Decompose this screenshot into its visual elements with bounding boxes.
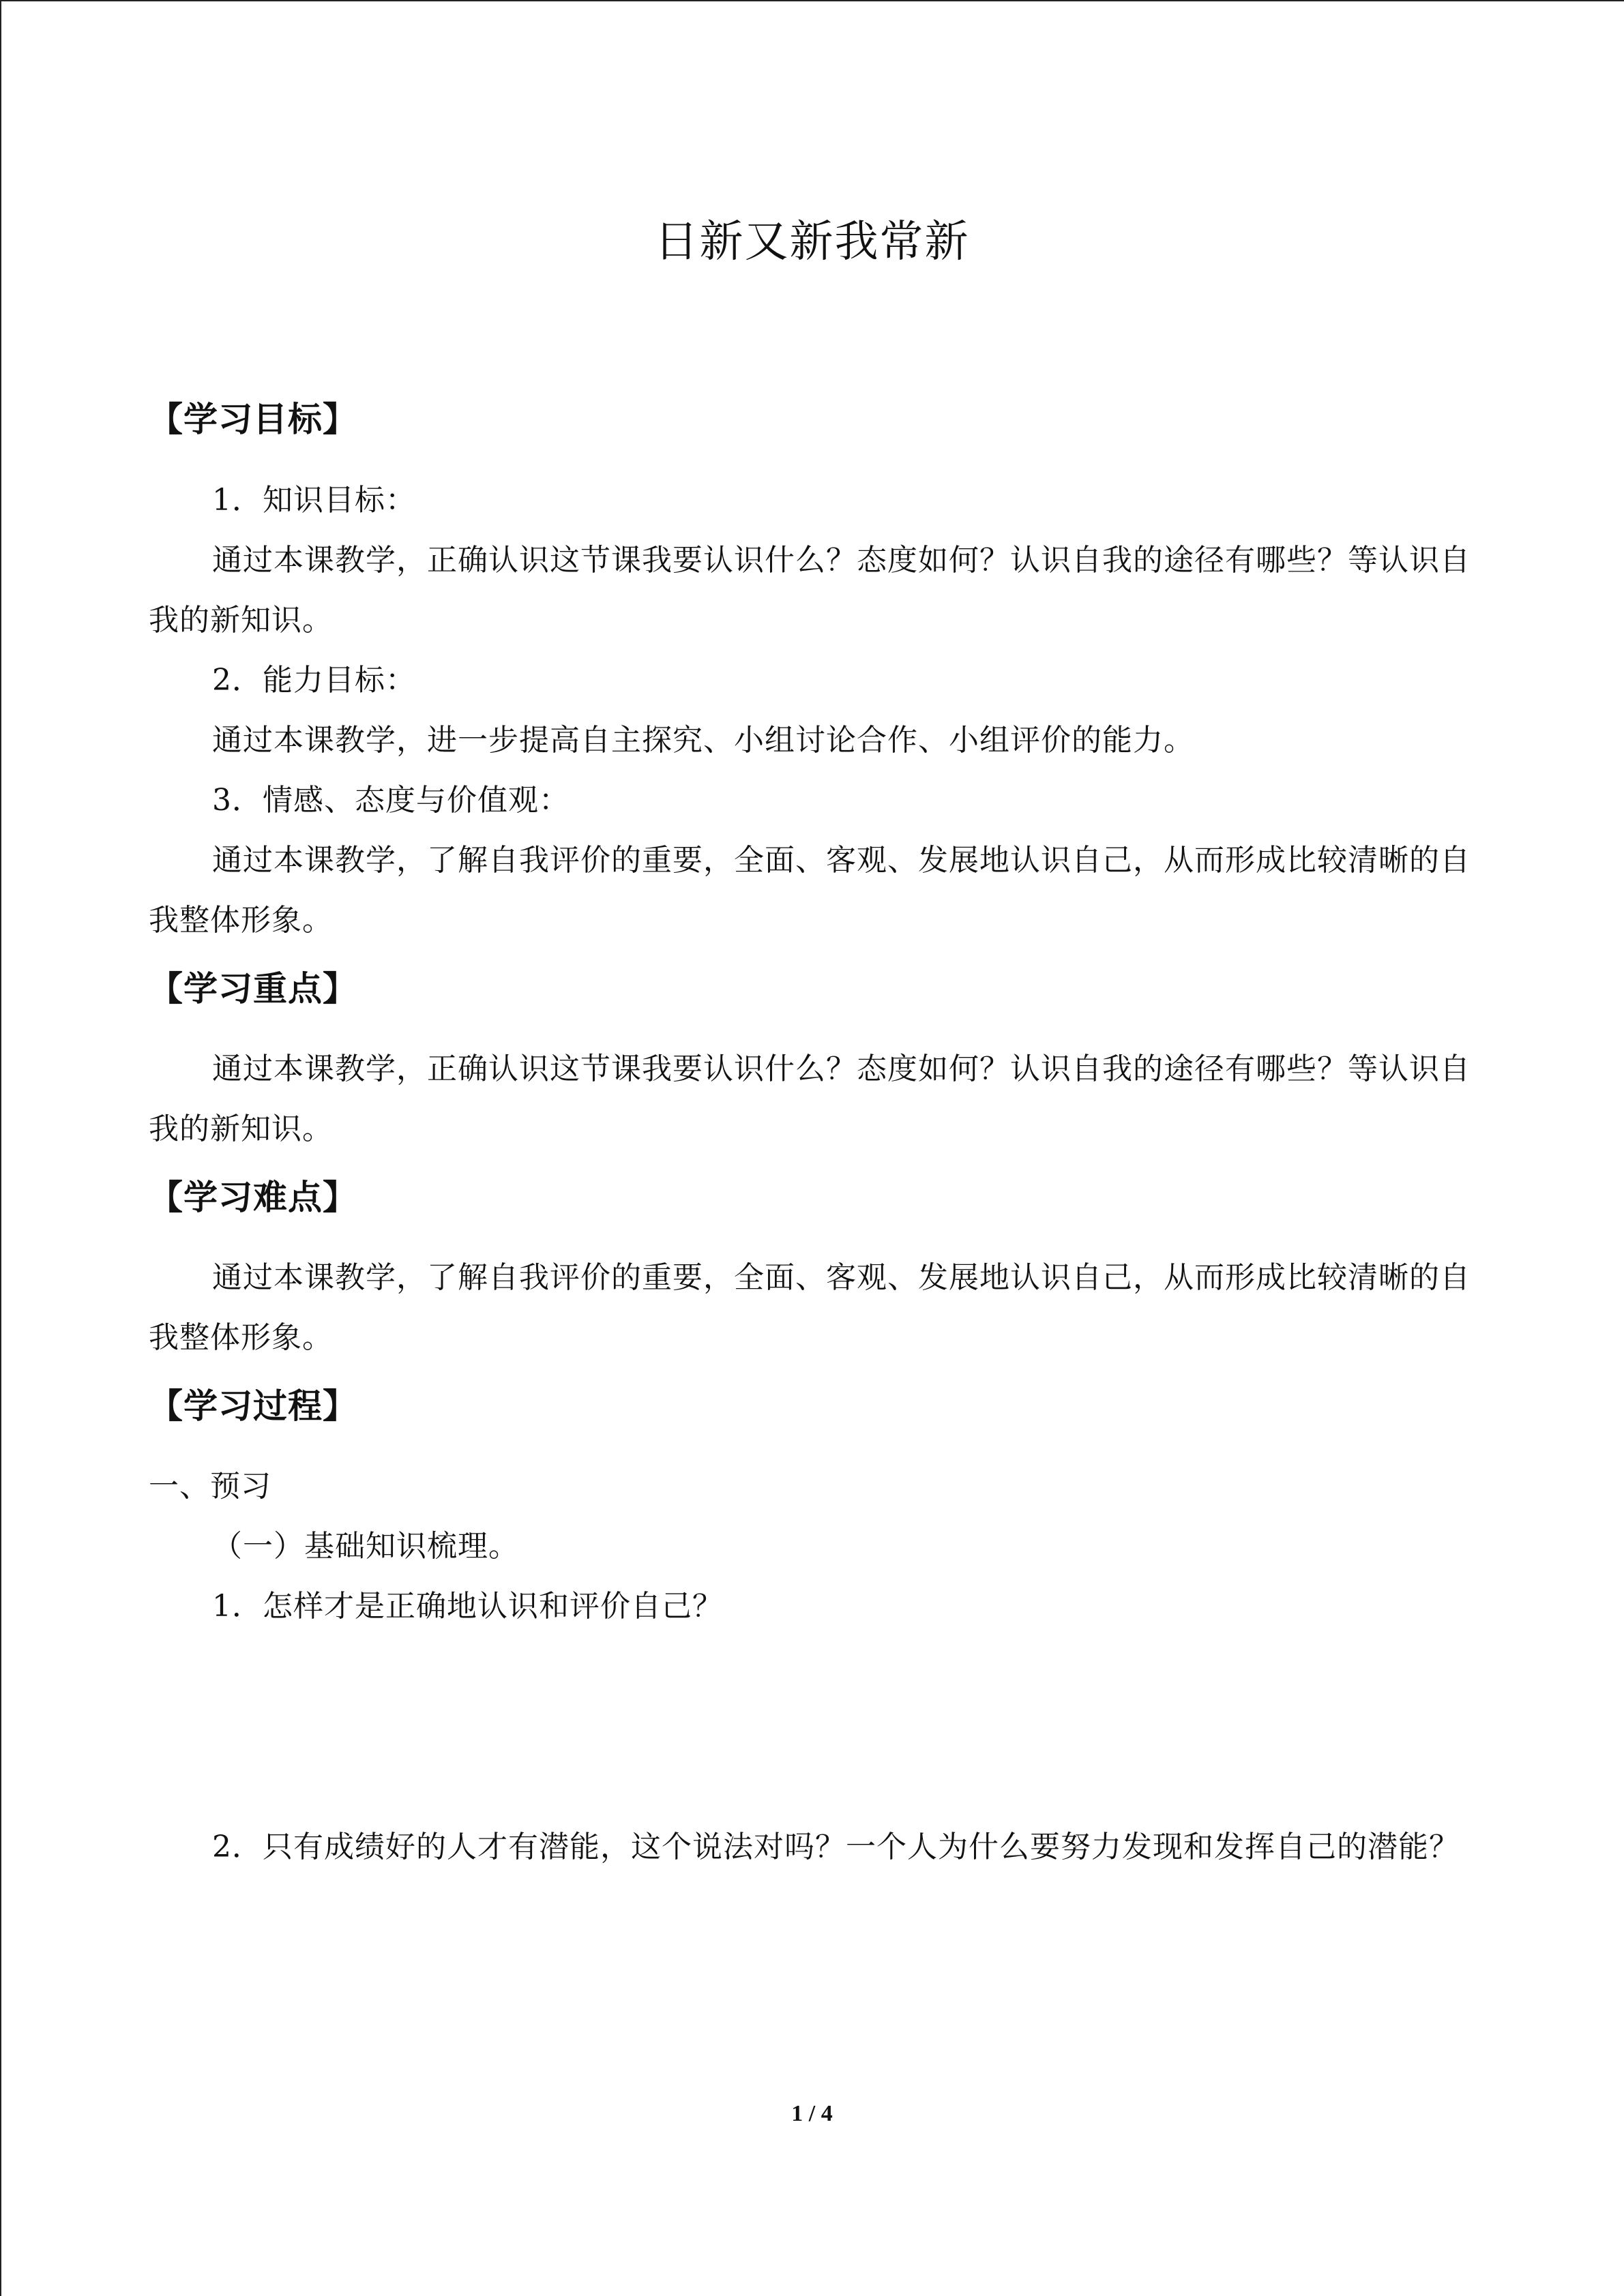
goal-knowledge-text: 通过本课教学，正确认识这节课我要认识什么？态度如何？认识自我的途径有哪些？等认识自我的新知识。: [149, 543, 1471, 638]
process-part-preview: 一、预习: [149, 1469, 271, 1504]
goal-ability-label: 2．能力目标：: [212, 663, 416, 698]
goal-values-label: 3．情感、态度与价值观：: [212, 783, 570, 818]
question-2: 2．只有成绩好的人才有潜能，这个说法对吗？一个人为什么要努力发现和发挥自己的潜能？: [212, 1830, 1460, 1864]
section-heading-keypoints: 【学习重点】: [149, 969, 357, 1009]
question-1: 1．怎样才是正确地认识和评价自己？: [212, 1589, 723, 1624]
page-number: 1 / 4: [791, 2101, 833, 2126]
section-heading-process: 【学习过程】: [149, 1386, 357, 1426]
process-sub-basics: （一）基础知识梳理。: [212, 1529, 519, 1564]
section-heading-goals: 【学习目标】: [149, 400, 357, 439]
document-title: 日新又新我常新: [654, 217, 970, 267]
goal-knowledge-label: 1．知识目标：: [212, 483, 416, 518]
goal-values-text: 通过本课教学，了解自我评价的重要，全面、客观、发展地认识自己，从而形成比较清晰的自我整体形象。: [149, 843, 1471, 938]
section-heading-difficulties: 【学习难点】: [149, 1178, 357, 1217]
keypoints-text: 通过本课教学，正确认识这节课我要认识什么？态度如何？认识自我的途径有哪些？等认识自我的新知识。: [149, 1052, 1471, 1146]
difficulties-text: 通过本课教学，了解自我评价的重要，全面、客观、发展地认识自己，从而形成比较清晰的自我整体形象。: [149, 1260, 1471, 1355]
goal-ability-text: 通过本课教学，进一步提高自主探究、小组讨论合作、小组评价的能力。: [212, 723, 1194, 758]
